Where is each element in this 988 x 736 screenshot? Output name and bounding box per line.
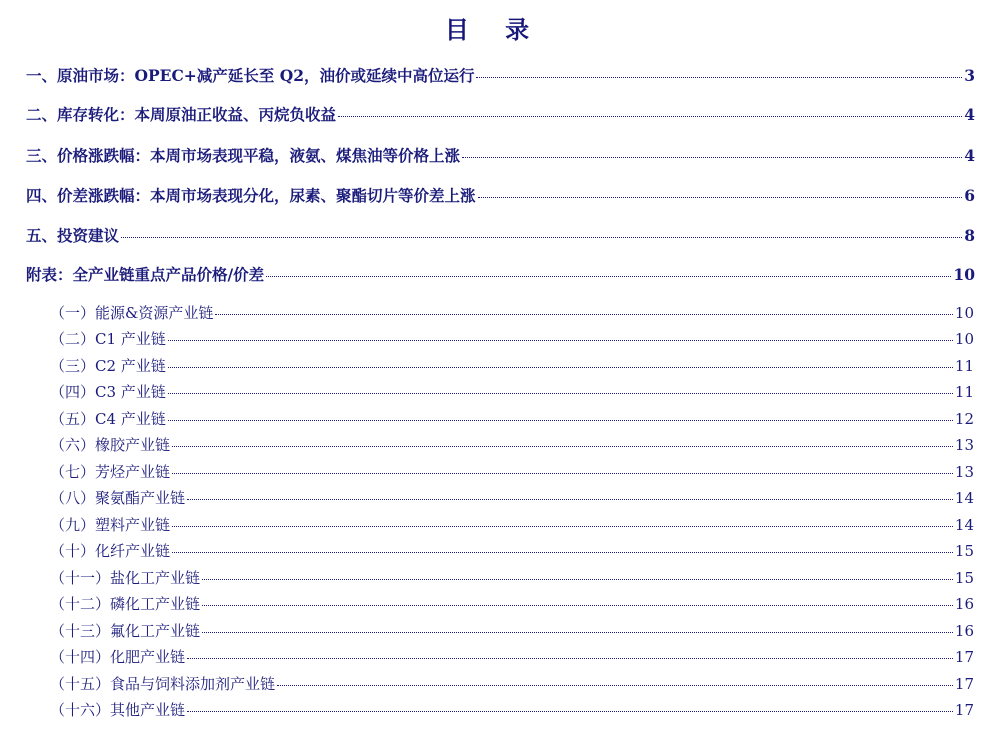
toc-entry-section-3[interactable] [26, 144, 975, 166]
dot-leader [172, 473, 953, 474]
toc-entry-page-number: 17 [954, 648, 974, 666]
toc-entry-label: （十四）化肥产业链 [50, 648, 186, 666]
toc-entry-label: （二）C1 产业链 [50, 330, 166, 348]
toc-entry-page-number: 16 [954, 595, 974, 613]
toc-entry-subsection-3[interactable] [50, 355, 974, 377]
toc-entry-label: （十六）其他产业链 [50, 701, 186, 719]
toc-entry-label: （十五）食品与饲料添加剂产业链 [50, 675, 276, 693]
toc-entry-label: 四、价差涨跌幅：本周市场表现分化，尿素、聚酯切片等价差上涨 [26, 186, 476, 205]
toc-entry-page-number: 10 [954, 304, 974, 322]
toc-entry-label: （十）化纤产业链 [50, 542, 171, 560]
dot-leader [168, 340, 953, 341]
toc-entry-label: （七）芳烃产业链 [50, 463, 171, 481]
toc-entry-label: （三）C2 产业链 [50, 357, 166, 375]
toc-entry-subsection-13[interactable] [50, 620, 974, 642]
toc-entry-subsection-7[interactable] [50, 461, 974, 483]
toc-entry-label: （十三）氟化工产业链 [50, 622, 201, 640]
dot-leader [172, 446, 953, 447]
toc-entry-page-number: 14 [954, 489, 974, 507]
toc-entry-subsection-6[interactable] [50, 434, 974, 456]
toc-entry-subsection-4[interactable] [50, 381, 974, 403]
toc-entry-section-5[interactable] [26, 224, 975, 246]
toc-entry-page-number: 10 [954, 330, 974, 348]
toc-entry-label: （十一）盐化工产业链 [50, 569, 201, 587]
toc-entry-page-number: 6 [964, 186, 975, 205]
toc-entry-subsection-14[interactable] [50, 646, 974, 668]
toc-entry-subsection-15[interactable] [50, 673, 974, 695]
dot-leader [168, 420, 953, 421]
dot-leader [202, 579, 953, 580]
toc-entry-label: （六）橡胶产业链 [50, 436, 171, 454]
dot-leader [172, 526, 953, 527]
toc-entry-subsection-11[interactable] [50, 567, 974, 589]
toc-entry-page-number: 15 [954, 569, 974, 587]
dot-leader [338, 116, 962, 117]
dot-leader [187, 499, 953, 500]
toc-entry-page-number: 11 [954, 383, 974, 401]
toc-entry-label: （四）C3 产业链 [50, 383, 166, 401]
toc-entry-appendix[interactable] [26, 263, 975, 285]
toc-entry-page-number: 13 [954, 436, 974, 454]
toc-entry-label: 五、投资建议 [26, 226, 120, 245]
dot-leader [476, 77, 962, 78]
toc-entry-page-number: 13 [954, 463, 974, 481]
toc-entry-label: （八）聚氨酯产业链 [50, 489, 186, 507]
toc-entry-page-number: 3 [964, 66, 975, 85]
dot-leader [187, 658, 953, 659]
toc-entry-page-number: 12 [954, 410, 974, 428]
toc-entry-label: 二、库存转化：本周原油正收益、丙烷负收益 [26, 105, 337, 124]
toc-entry-subsection-5[interactable] [50, 408, 974, 430]
toc-entry-subsection-1[interactable] [50, 302, 974, 324]
toc-entry-page-number: 17 [954, 675, 974, 693]
toc-entry-subsection-8[interactable] [50, 487, 974, 509]
dot-leader [202, 632, 953, 633]
toc-entry-page-number: 15 [954, 542, 974, 560]
dot-leader [202, 605, 953, 606]
dot-leader [172, 552, 953, 553]
toc-entry-subsection-9[interactable] [50, 514, 974, 536]
toc-entry-page-number: 4 [964, 146, 975, 165]
dot-leader [121, 237, 962, 238]
toc-entry-page-number: 14 [954, 516, 974, 534]
toc-entry-label: （九）塑料产业链 [50, 516, 171, 534]
toc-entry-subsection-16[interactable] [50, 699, 974, 721]
dot-leader [478, 197, 963, 198]
dot-leader [215, 314, 953, 315]
dot-leader [168, 367, 953, 368]
dot-leader [462, 157, 962, 158]
toc-entry-subsection-2[interactable] [50, 328, 974, 350]
toc-entry-label: 附表：全产业链重点产品价格/价差 [26, 265, 265, 284]
toc-title: 目 录 [444, 15, 544, 44]
dot-leader [187, 711, 953, 712]
toc-entry-label: 三、价格涨跌幅：本周市场表现平稳，液氨、煤焦油等价格上涨 [26, 146, 461, 165]
dot-leader [266, 276, 951, 277]
toc-entry-page-number: 4 [964, 105, 975, 124]
toc-entry-label: 一、原油市场：OPEC+减产延长至 Q2，油价或延续中高位运行 [26, 66, 475, 85]
toc-entry-label: （十二）磷化工产业链 [50, 595, 201, 613]
dot-leader [277, 685, 953, 686]
toc-entry-section-1[interactable] [26, 64, 975, 86]
toc-entry-page-number: 11 [954, 357, 974, 375]
toc-entry-label: （五）C4 产业链 [50, 410, 166, 428]
toc-entry-label: （一）能源&资源产业链 [50, 304, 214, 322]
toc-entry-page-number: 17 [954, 701, 974, 719]
toc-entry-page-number: 8 [964, 226, 975, 245]
dot-leader [168, 393, 953, 394]
toc-entry-section-4[interactable] [26, 184, 975, 206]
toc-entry-page-number: 10 [953, 265, 975, 284]
toc-entry-section-2[interactable] [26, 103, 975, 125]
toc-entry-subsection-12[interactable] [50, 593, 974, 615]
toc-entry-subsection-10[interactable] [50, 540, 974, 562]
toc-entry-page-number: 16 [954, 622, 974, 640]
